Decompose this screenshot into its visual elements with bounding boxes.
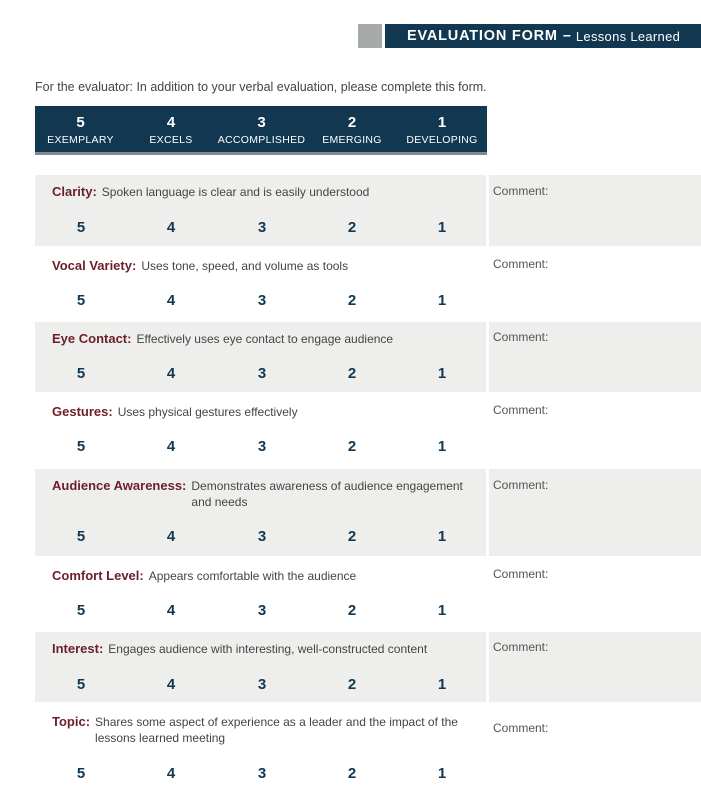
rating-option-2[interactable]: 2 — [347, 219, 357, 236]
criterion-rating-area — [35, 559, 486, 629]
header-banner — [385, 24, 701, 48]
rating-option-4[interactable]: 4 — [166, 765, 176, 782]
rating-option-2[interactable]: 2 — [347, 602, 357, 619]
criterion-row-topic — [35, 705, 701, 797]
evaluator-instructions: For the evaluator: In addition to your verbal evaluation, please complete this form. — [35, 80, 487, 94]
criterion-name: Interest: — [52, 641, 104, 656]
rating-option-3[interactable]: 3 — [257, 365, 267, 382]
criterion-header — [52, 258, 480, 274]
rating-option-1[interactable]: 1 — [437, 676, 447, 693]
criterion-row-gestures — [35, 395, 701, 466]
comment-label: Comment: — [493, 567, 549, 581]
comment-box[interactable] — [489, 395, 701, 466]
rating-option-4[interactable]: 4 — [166, 292, 176, 309]
scale-item-4 — [126, 106, 216, 152]
criterion-row-eye-contact — [35, 322, 701, 392]
criterion-description: Spoken language is clear and is easily understood — [101, 185, 370, 199]
comment-label: Comment: — [493, 478, 549, 492]
rating-options — [35, 292, 486, 312]
comment-label: Comment: — [493, 721, 549, 735]
header-accent-square — [358, 24, 382, 48]
rating-option-4[interactable]: 4 — [166, 365, 176, 382]
rating-option-2[interactable]: 2 — [347, 365, 357, 382]
scale-label: EXCELS — [149, 134, 193, 146]
scale-number: 5 — [76, 114, 85, 131]
scale-label: EMERGING — [322, 134, 382, 146]
rating-option-3[interactable]: 3 — [257, 602, 267, 619]
scale-number: 2 — [347, 114, 357, 131]
rating-option-1[interactable]: 1 — [437, 528, 447, 545]
criterion-name: Audience Awareness: — [52, 478, 187, 493]
scale-label: ACCOMPLISHED — [217, 134, 306, 146]
comment-label: Comment: — [493, 640, 549, 654]
rating-option-1[interactable]: 1 — [437, 438, 447, 455]
criterion-row-vocal-variety — [35, 249, 701, 319]
criterion-header — [52, 184, 480, 200]
criterion-description: Effectively uses eye contact to engage audience — [136, 332, 394, 346]
rating-options — [35, 528, 486, 548]
criterion-name: Topic: — [52, 714, 91, 729]
rating-option-3[interactable]: 3 — [257, 528, 267, 545]
criterion-rating-area — [35, 469, 486, 556]
rating-option-5[interactable]: 5 — [76, 765, 86, 782]
criterion-description: Demonstrates awareness of audience engagement and needs — [191, 479, 463, 509]
title-separator: – — [562, 28, 571, 44]
criterion-name: Comfort Level: — [52, 568, 144, 583]
criterion-name: Gestures: — [52, 404, 113, 419]
criterion-rating-area — [35, 249, 486, 319]
rating-option-4[interactable]: 4 — [166, 438, 176, 455]
scale-label: DEVELOPING — [406, 134, 478, 146]
rating-option-4[interactable]: 4 — [166, 602, 176, 619]
form-subtitle: Lessons Learned — [575, 28, 681, 44]
criterion-rating-area — [35, 175, 486, 246]
comment-box[interactable] — [489, 249, 701, 319]
rating-options — [35, 676, 486, 696]
criterion-row-clarity — [35, 175, 701, 246]
rating-option-4[interactable]: 4 — [166, 219, 176, 236]
rating-options — [35, 602, 486, 622]
comment-box[interactable] — [489, 632, 701, 702]
rating-scale-key — [35, 106, 487, 155]
scale-number: 1 — [437, 114, 447, 131]
rating-option-4[interactable]: 4 — [166, 528, 176, 545]
criterion-header — [52, 404, 480, 420]
criterion-header — [52, 331, 480, 347]
comment-label: Comment: — [493, 257, 549, 271]
criterion-rating-area — [35, 395, 486, 466]
criterion-description: Uses tone, speed, and volume as tools — [141, 259, 349, 273]
criterion-name: Eye Contact: — [52, 331, 132, 346]
comment-box[interactable] — [489, 469, 701, 556]
comment-box[interactable] — [489, 559, 701, 629]
criterion-rating-area — [35, 632, 486, 702]
scale-item-3 — [216, 106, 307, 152]
criterion-description: Engages audience with interesting, well-constructed content — [108, 642, 428, 656]
criterion-header — [52, 478, 480, 510]
rating-option-1[interactable]: 1 — [437, 219, 447, 236]
criterion-header — [52, 641, 480, 657]
criterion-row-comfort-level — [35, 559, 701, 629]
scale-label: EXEMPLARY — [47, 134, 114, 146]
criteria-list — [35, 175, 701, 800]
criterion-rating-area — [35, 705, 486, 797]
criterion-description: Shares some aspect of experience as a leader and the impact of the lessons learned meeting — [95, 715, 458, 745]
scale-number: 3 — [257, 114, 266, 131]
rating-option-5[interactable]: 5 — [76, 292, 86, 309]
comment-label: Comment: — [493, 403, 549, 417]
form-title: EVALUATION FORM — [407, 28, 558, 44]
criterion-description: Appears comfortable with the audience — [148, 569, 357, 583]
criterion-name: Vocal Variety: — [52, 258, 137, 273]
rating-option-3[interactable]: 3 — [257, 765, 267, 782]
comment-label: Comment: — [493, 330, 549, 344]
rating-option-2[interactable]: 2 — [347, 292, 357, 309]
scale-item-2 — [307, 106, 397, 152]
criterion-header — [52, 568, 480, 584]
rating-options — [35, 365, 486, 385]
criterion-rating-area — [35, 322, 486, 392]
rating-options — [35, 219, 486, 239]
rating-option-4[interactable]: 4 — [166, 676, 176, 693]
comment-box[interactable] — [489, 705, 701, 797]
criterion-row-audience-awareness — [35, 469, 701, 556]
rating-option-5[interactable]: 5 — [76, 676, 86, 693]
criterion-name: Clarity: — [52, 184, 97, 199]
rating-option-1[interactable]: 1 — [437, 365, 447, 382]
rating-option-1[interactable]: 1 — [437, 765, 447, 782]
rating-option-2[interactable]: 2 — [347, 528, 357, 545]
rating-option-3[interactable]: 3 — [257, 676, 267, 693]
rating-option-3[interactable]: 3 — [257, 438, 267, 455]
rating-option-5[interactable]: 5 — [76, 438, 86, 455]
scale-item-1 — [397, 106, 487, 152]
comment-label: Comment: — [493, 184, 549, 198]
rating-option-5[interactable]: 5 — [76, 365, 86, 382]
rating-options — [35, 438, 486, 458]
rating-option-2[interactable]: 2 — [347, 765, 357, 782]
comment-box[interactable] — [489, 175, 701, 246]
rating-option-5[interactable]: 5 — [76, 602, 86, 619]
rating-option-1[interactable]: 1 — [437, 292, 447, 309]
rating-options — [35, 765, 486, 785]
rating-option-1[interactable]: 1 — [437, 602, 447, 619]
scale-item-5 — [35, 106, 126, 152]
criterion-row-interest — [35, 632, 701, 702]
rating-option-3[interactable]: 3 — [257, 219, 267, 236]
rating-option-2[interactable]: 2 — [347, 438, 357, 455]
criterion-header — [52, 714, 480, 746]
rating-option-5[interactable]: 5 — [76, 219, 86, 236]
rating-option-2[interactable]: 2 — [347, 676, 357, 693]
rating-option-3[interactable]: 3 — [257, 292, 267, 309]
criterion-description: Uses physical gestures effectively — [117, 405, 298, 419]
scale-number: 4 — [166, 114, 176, 131]
rating-option-5[interactable]: 5 — [76, 528, 86, 545]
comment-box[interactable] — [489, 322, 701, 392]
